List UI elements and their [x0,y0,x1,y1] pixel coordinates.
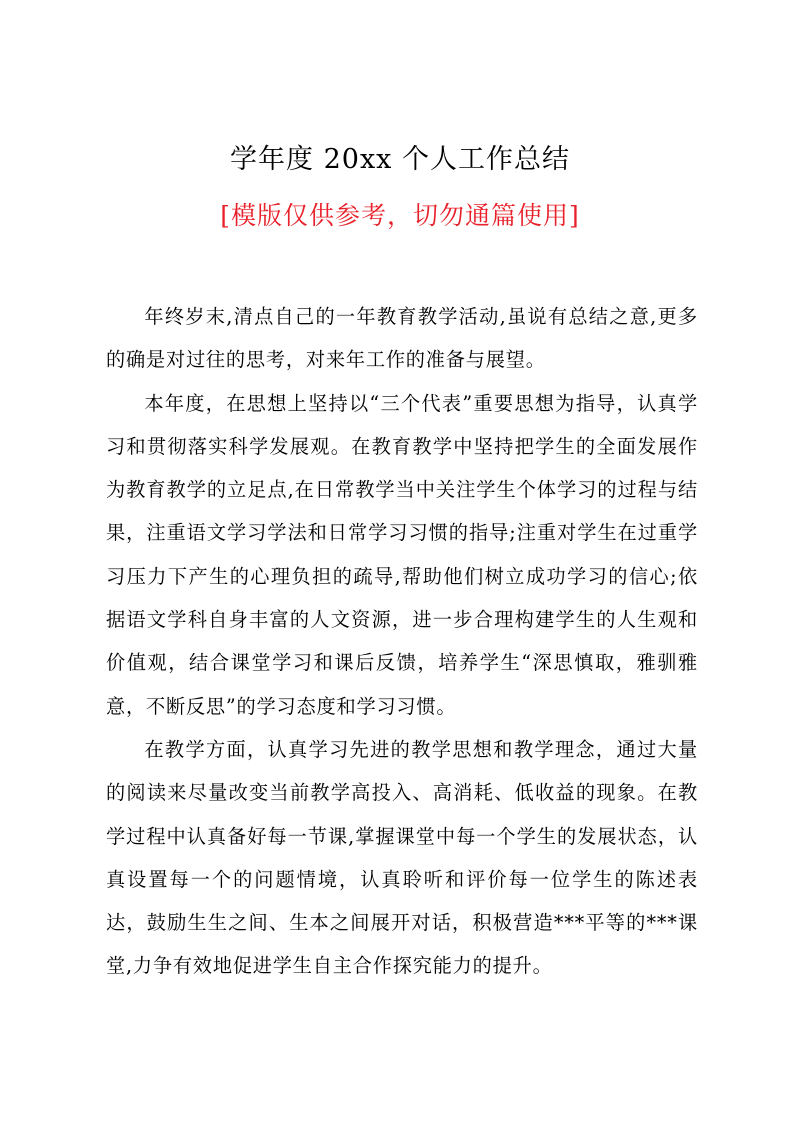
document-subtitle: [模版仅供参考，切勿通篇使用] [220,201,580,230]
document-title: 学年度 20xx 个人工作总结 [230,144,570,175]
paragraph-2: 本年度，在思想上坚持以“三个代表”重要思想为指导，认真学习和贯彻落实科学发展观。在教育教学中坚持把学生的全面发展作为教育教学的立足点,在日常教学当中关注学生个体学习的过程与结果，注重语文学习学法和日常学习习惯的指导;注重对学生在过重学习压力下产生的心理负担的疏导,帮助他们树立成功学习的信心;依据语文学科自身丰富的人文资源，进一步合理构建学生的人生观和价值观，结合课堂学习和课后反馈，培养学生“深思慎取，雅驯雅意，不断反思”的学习态度和学习习惯。 [106,391,698,718]
paragraph-3: 在教学方面，认真学习先进的教学思想和教学理念，通过大量的阅读来尽量改变当前教学高投入、高消耗、低收益的现象。在教学过程中认真备好每一节课,掌握课堂中每一个学生的发展状态，认真设置每一个的问题情境，认真聆听和评价每一位学生的陈述表达，鼓励生生之间、生本之间展开对话，积极营造***平等的***课堂,力争有效地促进学生自主合作探究能力的提升。 [106,737,698,978]
paragraph-1: 年终岁末,清点自己的一年教育教学活动,虽说有总结之意,更多的确是对过往的思考，对来年工作的准备与展望。 [106,305,698,372]
document-body [106,295,698,988]
